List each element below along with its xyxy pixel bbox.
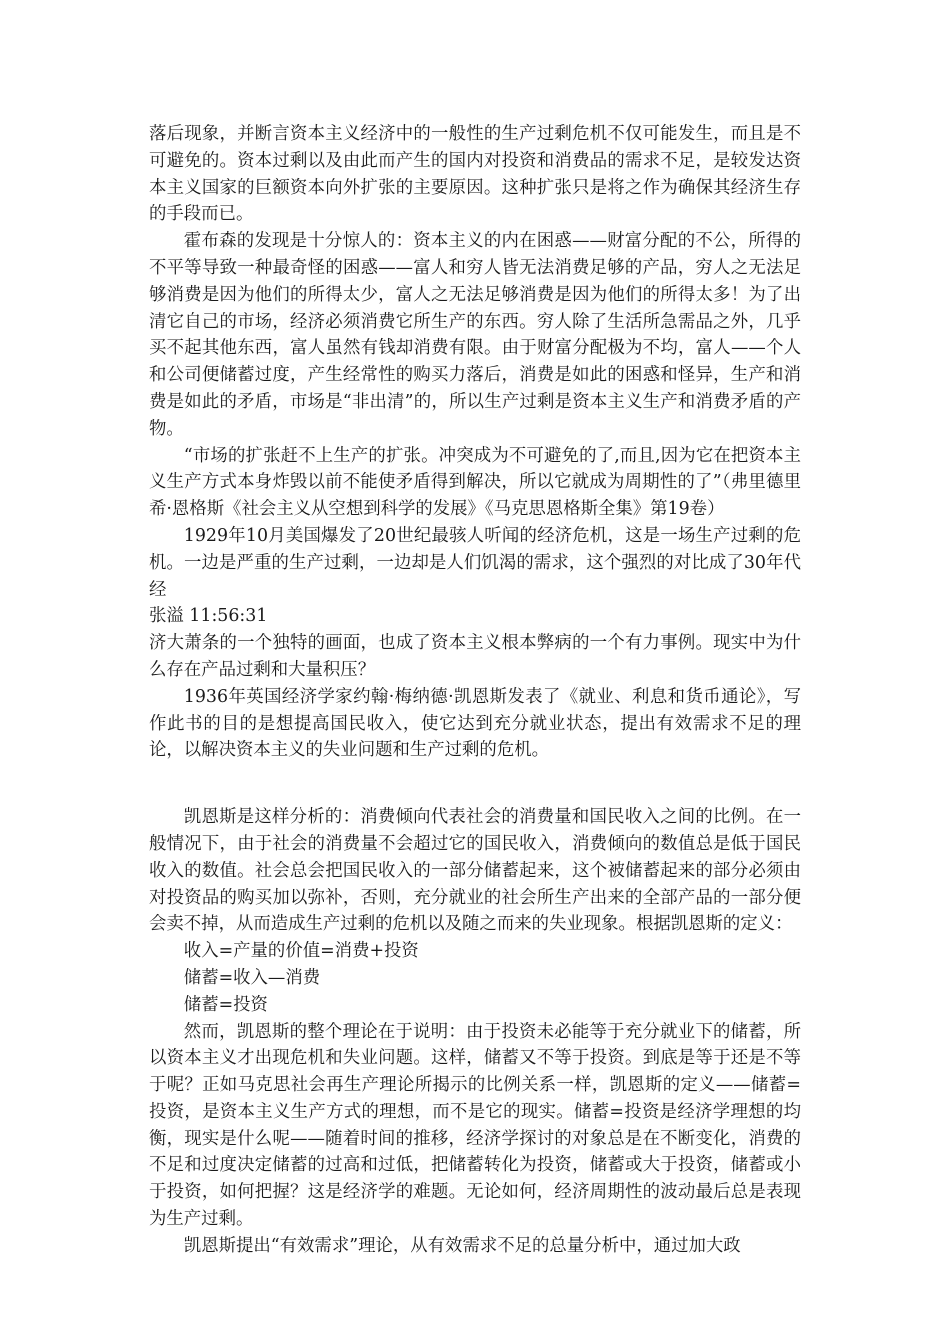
chat-timestamp-line: 张溢 11:56:31 — [149, 606, 268, 627]
paragraph-hobson: 霍布森的发现是十分惊人的：资本主义的内在困惑——财富分配的不公，所得的不平等导致一种最奇怪的困惑——富人和穷人皆无法消费足够的产品，穷人之无法足够消费是因为他们的所得太少，富人之无法足够消费是因为他们的所得太多！为了出清它自己的市场，经济必须消费它所生产的东西。穷人除了生活所急需品之外，几乎买不起其他东西，富人虽然有钱却消费有限。由于财富分配极为不均，富人——个人和公司便储蓄过度，产生经常性的购买力落后，消费是如此的困惑和怪异，生产和消费是如此的矛盾，市场是“非出清”的，所以生产过剩是资本主义生产和消费矛盾的产物。 — [149, 231, 801, 439]
document-body — [149, 121, 801, 1260]
paragraph-effective-demand: 凯恩斯提出“有效需求”理论，从有效需求不足的总量分析中，通过加大政 — [183, 1235, 741, 1256]
blank-spacer — [149, 764, 801, 804]
formula-savings: 储蓄=收入—消费 — [183, 967, 321, 988]
paragraph-continuation: 落后现象，并断言资本主义经济中的一般性的生产过剩危机不仅可能发生，而且是不可避免的。资本过剩以及由此而产生的国内对投资和消费品的需求不足，是较发达资本主义国家的巨额资本向外扩张的主要原因。这种扩张只是将之作为确保其经济生存的手段而已。 — [149, 124, 801, 225]
paragraph-keynes-1936: 1936年英国经济学家约翰·梅纳德·凯恩斯发表了《就业、利息和货币通论》，写作此书的目的是想提高国民收入，使它达到充分就业状态，提出有效需求不足的理论，以解决资本主义的失业问题和生产过剩的危机。 — [149, 686, 801, 761]
paragraph-1929-crisis: 1929年10月美国爆发了20世纪最骇人听闻的经济危机，这是一场生产过剩的危机。一边是严重的生产过剩，一边却是人们饥渴的需求，这个强烈的对比成了30年代经 — [149, 525, 801, 600]
paragraph-depression: 济大萧条的一个独特的画面，也成了资本主义根本弊病的一个有力事例。现实中为什么存在产品过剩和大量积压？ — [149, 633, 801, 680]
formula-income: 收入=产量的价值=消费+投资 — [183, 941, 419, 962]
paragraph-engels-quote: “市场的扩张赶不上生产的扩张。冲突成为不可避免的了,而且,因为它在把资本主义生产方式本身炸毁以前不能使矛盾得到解决，所以它就成为周期性的了”（弗里德里希·恩格斯《社会主义从空想到科学的发展》《马克思恩格斯全集》第19卷） — [149, 445, 801, 520]
formula-savings-investment: 储蓄=投资 — [183, 994, 268, 1015]
paragraph-however: 然而，凯恩斯的整个理论在于说明：由于投资未必能等于充分就业下的储蓄，所以资本主义才出现危机和失业问题。这样，储蓄又不等于投资。到底是等于还是不等于呢？正如马克思社会再生产理论所揭示的比例关系一样，凯恩斯的定义——储蓄=投资，是资本主义生产方式的理想，而不是它的现实。储蓄=投资是经济学理想的均衡，现实是什么呢——随着时间的推移，经济学探讨的对象总是在不断变化，消费的不足和过度决定储蓄的过高和过低，把储蓄转化为投资，储蓄或大于投资，储蓄或小于投资，如何把握？这是经济学的难题。无论如何，经济周期性的波动最后总是表现为生产过剩。 — [149, 1021, 801, 1230]
paragraph-keynes-analysis: 凯恩斯是这样分析的：消费倾向代表社会的消费量和国民收入之间的比例。在一般情况下，由于社会的消费量不会超过它的国民收入，消费倾向的数值总是低于国民收入的数值。社会总会把国民收入的一部分储蓄起来，这个被储蓄起来的部分必须由对投资品的购买加以弥补，否则，充分就业的社会所生产出来的全部产品的一部分便会卖不掉，从而造成生产过剩的危机以及随之而来的失业现象。根据凯恩斯的定义： — [149, 807, 801, 935]
